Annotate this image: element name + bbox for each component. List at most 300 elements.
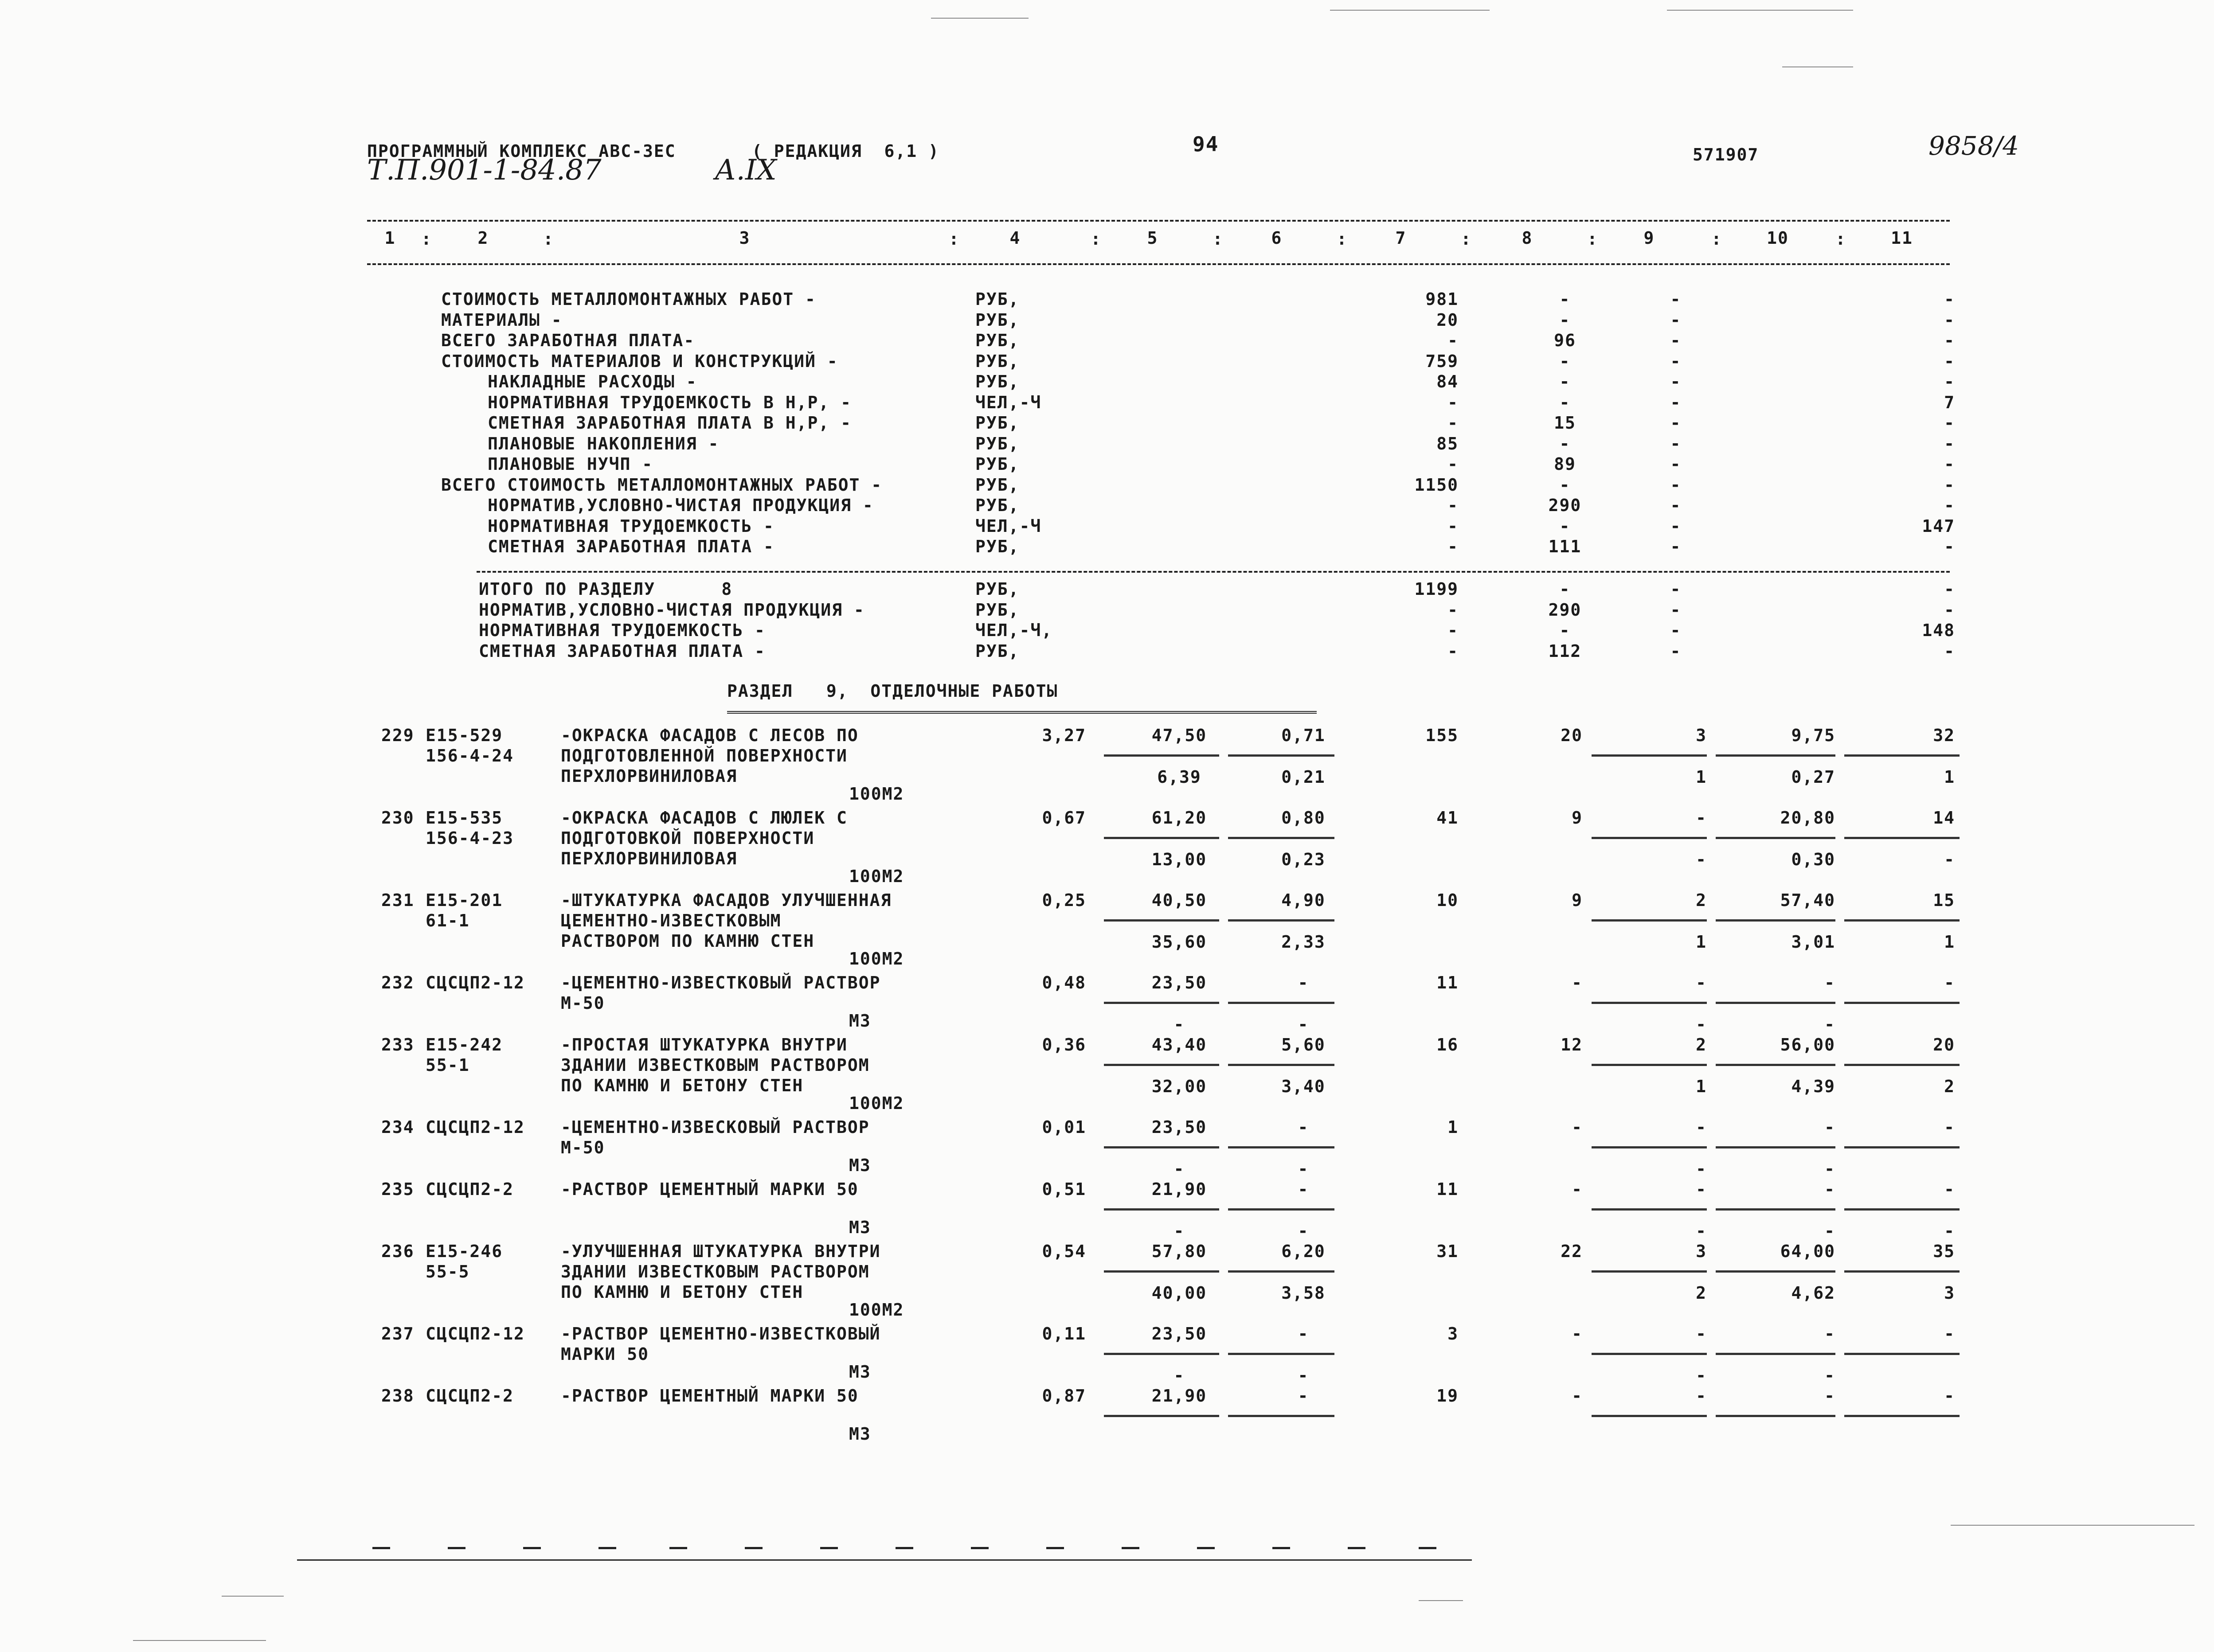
footer-dash (523, 1547, 541, 1549)
item-col6-lower: 0,23 (1281, 850, 1326, 869)
item-description: -ШТУКАТУРКА ФАСАДОВ УЛУЧШЕННАЯ (561, 890, 892, 910)
item-col5-lower: - (1173, 1366, 1185, 1385)
item-col5-lower: - (1173, 1221, 1185, 1241)
footer-dash (1272, 1547, 1290, 1549)
summary-col7: - (1447, 537, 1459, 556)
fraction-line-col5 (1104, 837, 1219, 839)
item-col5: 21,90 (1151, 1179, 1207, 1199)
item-col8: 22 (1561, 1242, 1583, 1261)
item-col10-lower: 4,39 (1791, 1077, 1835, 1096)
column-separator: : (1587, 229, 1598, 249)
item-col5: 23,50 (1151, 973, 1207, 992)
item-col9: - (1696, 1179, 1707, 1199)
item-col10: - (1824, 1117, 1835, 1137)
scan-mark (1419, 1600, 1463, 1601)
summary-label: НОРМАТИВ,УСЛОВНО-ЧИСТАЯ ПРОДУКЦИЯ - (488, 496, 874, 515)
item-col4: 0,51 (1042, 1179, 1086, 1199)
summary-col8: - (1559, 579, 1571, 599)
column-separator: : (949, 229, 960, 249)
item-col4: 0,48 (1042, 973, 1086, 992)
item-unit: М3 (849, 1011, 871, 1031)
item-code-secondary: 156-4-23 (426, 828, 514, 848)
summary-label: НОРМАТИВ,УСЛОВНО-ЧИСТАЯ ПРОДУКЦИЯ - (479, 600, 865, 620)
fraction-line-col6 (1228, 1415, 1334, 1417)
summary-label: НОРМАТИВНАЯ ТРУДОЕМКОСТЬ - (479, 621, 766, 640)
program-title: ПРОГРАММНЫЙ КОМПЛЕКС АВС-3ЕС (367, 141, 676, 161)
summary-label: МАТЕРИАЛЫ - (441, 310, 563, 330)
item-col9-lower: - (1696, 1159, 1707, 1179)
item-col5-lower: 13,00 (1151, 850, 1207, 869)
fraction-line-col6 (1228, 1270, 1334, 1273)
item-col9-lower: - (1696, 1015, 1707, 1034)
item-unit: М3 (849, 1218, 871, 1237)
item-col11: - (1944, 973, 1955, 992)
column-header-4: 4 (1009, 228, 1021, 248)
summary-col11: 147 (1922, 516, 1955, 536)
summary-col11: - (1944, 434, 1955, 453)
item-col10-lower: 3,01 (1791, 932, 1835, 952)
summary-col8: - (1559, 351, 1571, 371)
summary-col11: - (1944, 351, 1955, 371)
item-description: ЗДАНИИ ИЗВЕСТКОВЫМ РАСТВОРОМ (561, 1055, 870, 1075)
footer-dash (971, 1547, 989, 1549)
item-col6: - (1298, 973, 1309, 992)
item-col9-lower: 1 (1696, 767, 1707, 787)
item-col7: 11 (1436, 1179, 1459, 1199)
fraction-line-col11 (1844, 1064, 1960, 1066)
item-col6-lower: - (1298, 1015, 1309, 1034)
item-col6: 6,20 (1281, 1242, 1326, 1261)
fraction-line-col9 (1592, 1002, 1707, 1004)
summary-unit: РУБ, (975, 475, 1020, 495)
footer-dash (372, 1547, 390, 1549)
item-description: РАСТВОРОМ ПО КАМНЮ СТЕН (561, 931, 815, 951)
summary-label: НОРМАТИВНАЯ ТРУДОЕМКОСТЬ - (488, 516, 775, 536)
fraction-line-col10 (1716, 754, 1835, 757)
item-number: 231 (381, 890, 415, 910)
item-unit: М3 (849, 1424, 871, 1444)
footer-dash (598, 1547, 616, 1549)
summary-label: СМЕТНАЯ ЗАРАБОТНАЯ ПЛАТА - (479, 641, 766, 661)
fraction-line-col5 (1104, 1270, 1219, 1273)
item-col11: 15 (1933, 890, 1955, 910)
summary-col7: 20 (1436, 310, 1459, 330)
fraction-line-col6 (1228, 1353, 1334, 1355)
fraction-line-col9 (1592, 754, 1707, 757)
column-separator: : (1337, 229, 1348, 249)
column-separator: : (1711, 229, 1722, 249)
item-col10: - (1824, 973, 1835, 992)
item-description: -УЛУЧШЕННАЯ ШТУКАТУРКА ВНУТРИ (561, 1242, 881, 1261)
item-description: ЦЕМЕНТНО-ИЗВЕСТКОВЫМ (561, 911, 782, 930)
summary-col7: 1150 (1414, 475, 1459, 495)
item-col11: - (1944, 1179, 1955, 1199)
fraction-line-col11 (1844, 1146, 1960, 1148)
item-col5-lower: - (1173, 1015, 1185, 1034)
summary-col9: - (1670, 372, 1682, 391)
item-col6: 0,71 (1281, 726, 1326, 745)
item-col6: - (1298, 1179, 1309, 1199)
column-header-6: 6 (1271, 228, 1283, 248)
summary-col8: - (1559, 516, 1571, 536)
item-col6-lower: - (1298, 1366, 1309, 1385)
item-description: -ПРОСТАЯ ШТУКАТУРКА ВНУТРИ (561, 1035, 848, 1054)
item-col11-lower: 1 (1944, 932, 1955, 952)
item-description: ПО КАМНЮ И БЕТОНУ СТЕН (561, 1282, 804, 1302)
item-col9-lower: 2 (1696, 1283, 1707, 1303)
item-unit: 100М2 (849, 784, 904, 804)
item-col7: 1 (1447, 1117, 1459, 1137)
fraction-line-col5 (1104, 1415, 1219, 1417)
item-col6-lower: - (1298, 1221, 1309, 1241)
footer-dash (1348, 1547, 1365, 1549)
item-col5: 47,50 (1151, 726, 1207, 745)
item-number: 229 (381, 726, 415, 745)
item-col8: - (1572, 1386, 1583, 1406)
item-col7: 31 (1436, 1242, 1459, 1261)
item-col7: 19 (1436, 1386, 1459, 1406)
summary-label: СТОИМОСТЬ МЕТАЛЛОМОНТАЖНЫХ РАБОТ - (441, 289, 816, 309)
summary-col7: 759 (1425, 351, 1459, 371)
item-col6-lower: 2,33 (1281, 932, 1326, 952)
fraction-line-col10 (1716, 1208, 1835, 1211)
item-col4: 0,11 (1042, 1324, 1086, 1343)
column-header-9: 9 (1643, 228, 1655, 248)
item-number: 232 (381, 973, 415, 992)
footer-dash (1419, 1547, 1436, 1549)
summary-unit: РУБ, (975, 413, 1020, 433)
column-separator: : (421, 229, 432, 249)
summary-col8: - (1559, 434, 1571, 453)
fraction-line-col9 (1592, 1270, 1707, 1273)
item-col4: 0,54 (1042, 1242, 1086, 1261)
fraction-line-col6 (1228, 1002, 1334, 1004)
item-code-secondary: 55-5 (426, 1262, 470, 1281)
summary-col11: - (1944, 372, 1955, 391)
item-col10-lower: 0,30 (1791, 850, 1835, 869)
summary-col11: - (1944, 537, 1955, 556)
item-description: М-50 (561, 1138, 605, 1157)
summary-col8: - (1559, 372, 1571, 391)
item-col4: 0,36 (1042, 1035, 1086, 1054)
item-col8: 20 (1561, 726, 1583, 745)
fraction-line-col11 (1844, 1208, 1960, 1211)
fraction-line-col10 (1716, 1415, 1835, 1417)
summary-rule (477, 571, 1950, 573)
summary-col9: - (1670, 537, 1682, 556)
footer-dash (1122, 1547, 1139, 1549)
footer-dash (745, 1547, 763, 1549)
item-col9-lower: 1 (1696, 932, 1707, 952)
item-number: 238 (381, 1386, 415, 1406)
fraction-line-col6 (1228, 1064, 1334, 1066)
fraction-line-col5 (1104, 1208, 1219, 1211)
summary-col9: - (1670, 621, 1682, 640)
summary-col9: - (1670, 434, 1682, 453)
summary-col9: - (1670, 392, 1682, 412)
summary-col7: - (1447, 454, 1459, 474)
item-description: -РАСТВОР ЦЕМЕНТНЫЙ МАРКИ 50 (561, 1386, 859, 1406)
fraction-line-col5 (1104, 754, 1219, 757)
fraction-line-col11 (1844, 754, 1960, 757)
summary-label: ВСЕГО ЗАРАБОТНАЯ ПЛАТА- (441, 331, 695, 350)
fraction-line-col9 (1592, 1208, 1707, 1211)
item-code: СЦСЦП2-12 (426, 973, 525, 992)
summary-col7: 85 (1436, 434, 1459, 453)
item-col10-lower: - (1824, 1015, 1835, 1034)
summary-col8: - (1559, 392, 1571, 412)
summary-col8: 111 (1548, 537, 1582, 556)
summary-unit: РУБ, (975, 454, 1020, 474)
column-header-11: 11 (1891, 228, 1913, 248)
item-col5: 43,40 (1151, 1035, 1207, 1054)
handwritten-album: А.IX (715, 154, 777, 187)
summary-col7: 981 (1425, 289, 1459, 309)
item-col11: 35 (1933, 1242, 1955, 1261)
fraction-line-col5 (1104, 919, 1219, 922)
item-unit: 100М2 (849, 1300, 904, 1320)
fraction-line-col6 (1228, 1146, 1334, 1148)
item-col7: 155 (1425, 726, 1459, 745)
summary-unit: ЧЕЛ,-Ч, (975, 621, 1053, 640)
summary-col8: 96 (1554, 331, 1576, 350)
summary-col11: - (1944, 579, 1955, 599)
item-col5: 61,20 (1151, 808, 1207, 828)
summary-col11: - (1944, 600, 1955, 620)
summary-col8: - (1559, 475, 1571, 495)
item-col9: - (1696, 1386, 1707, 1406)
item-col5: 57,80 (1151, 1242, 1207, 1261)
column-separator: : (1091, 229, 1102, 249)
item-col10: - (1824, 1324, 1835, 1343)
summary-col11: - (1944, 310, 1955, 330)
item-col4: 0,67 (1042, 808, 1086, 828)
summary-col7: 1199 (1414, 579, 1459, 599)
item-description: ПО КАМНЮ И БЕТОНУ СТЕН (561, 1076, 804, 1095)
item-col4: 0,01 (1042, 1117, 1086, 1137)
item-unit: 100М2 (849, 949, 904, 969)
item-col11: - (1944, 1386, 1955, 1406)
summary-col7: - (1447, 496, 1459, 515)
column-header-8: 8 (1522, 228, 1533, 248)
summary-unit: РУБ, (975, 351, 1020, 371)
item-col9: 3 (1696, 726, 1707, 745)
item-col8: - (1572, 1117, 1583, 1137)
summary-unit: РУБ, (975, 641, 1020, 661)
item-col5-lower: 35,60 (1151, 932, 1207, 952)
fraction-line-col10 (1716, 1353, 1835, 1355)
fraction-line-col10 (1716, 1270, 1835, 1273)
summary-col8: 89 (1554, 454, 1576, 474)
summary-col7: - (1447, 621, 1459, 640)
fraction-line-col10 (1716, 1146, 1835, 1148)
item-col8: - (1572, 1179, 1583, 1199)
header-rule-bottom (367, 263, 1950, 265)
fraction-line-col10 (1716, 1064, 1835, 1066)
fraction-line-col6 (1228, 1208, 1334, 1211)
summary-unit: РУБ, (975, 579, 1020, 599)
item-number: 237 (381, 1324, 415, 1343)
summary-col8: - (1559, 310, 1571, 330)
item-col8: 9 (1572, 808, 1583, 828)
summary-col9: - (1670, 496, 1682, 515)
item-unit: М3 (849, 1362, 871, 1382)
summary-col11: - (1944, 413, 1955, 433)
item-col9-lower: 1 (1696, 1077, 1707, 1096)
item-col11: 20 (1933, 1035, 1955, 1054)
summary-unit: РУБ, (975, 310, 1020, 330)
item-col10: 20,80 (1780, 808, 1835, 828)
item-col9: - (1696, 1117, 1707, 1137)
summary-col11: - (1944, 331, 1955, 350)
summary-col7: - (1447, 331, 1459, 350)
fraction-line-col9 (1592, 919, 1707, 922)
item-col10: 56,00 (1780, 1035, 1835, 1054)
summary-unit: ЧЕЛ,-Ч (975, 392, 1042, 412)
item-col6: 4,90 (1281, 890, 1326, 910)
item-col9: - (1696, 1324, 1707, 1343)
item-col10-lower: 4,62 (1791, 1283, 1835, 1303)
item-col6-lower: 3,58 (1281, 1283, 1326, 1303)
summary-unit: РУБ, (975, 331, 1020, 350)
summary-col7: - (1447, 516, 1459, 536)
summary-col9: - (1670, 289, 1682, 309)
summary-col11: - (1944, 641, 1955, 661)
item-unit: М3 (849, 1156, 871, 1175)
summary-col11: - (1944, 475, 1955, 495)
item-col9: 2 (1696, 890, 1707, 910)
item-col10-lower: - (1824, 1159, 1835, 1179)
scan-mark (133, 1640, 266, 1641)
item-col4: 3,27 (1042, 726, 1086, 745)
summary-col8: 15 (1554, 413, 1576, 433)
item-col5-lower: 32,00 (1151, 1077, 1207, 1096)
column-header-1: 1 (384, 228, 396, 248)
item-col6: - (1298, 1324, 1309, 1343)
summary-col7: - (1447, 641, 1459, 661)
summary-col9: - (1670, 475, 1682, 495)
footer-dash (1046, 1547, 1064, 1549)
item-description: ПЕРХЛОРВИНИЛОВАЯ (561, 849, 738, 868)
item-col9: - (1696, 973, 1707, 992)
summary-unit: РУБ, (975, 600, 1020, 620)
item-description: -ОКРАСКА ФАСАДОВ С ЛЮЛЕК С (561, 808, 848, 828)
summary-col8: - (1559, 289, 1571, 309)
item-col10: 64,00 (1780, 1242, 1835, 1261)
fraction-line-col5 (1104, 1002, 1219, 1004)
item-col6: 0,80 (1281, 808, 1326, 828)
fraction-line-col6 (1228, 754, 1334, 757)
item-code: Е15-529 (426, 726, 503, 745)
fraction-line-col5 (1104, 1146, 1219, 1148)
item-col8: - (1572, 973, 1583, 992)
item-col7: 3 (1447, 1324, 1459, 1343)
item-col9-lower: - (1696, 850, 1707, 869)
item-col6: - (1298, 1117, 1309, 1137)
header-rule-top (367, 220, 1950, 222)
item-col7: 11 (1436, 973, 1459, 992)
item-number: 235 (381, 1179, 415, 1199)
fraction-line-col11 (1844, 1270, 1960, 1273)
item-col10: - (1824, 1179, 1835, 1199)
summary-col8: - (1559, 621, 1571, 640)
scan-mark (931, 18, 1029, 19)
item-col5-lower: - (1173, 1159, 1185, 1179)
item-description: МАРКИ 50 (561, 1344, 649, 1364)
fraction-line-col11 (1844, 919, 1960, 922)
item-description: М-50 (561, 993, 605, 1013)
fraction-line-col11 (1844, 837, 1960, 839)
item-col6-lower: 0,21 (1281, 767, 1326, 787)
item-description: ПЕРХЛОРВИНИЛОВАЯ (561, 766, 738, 786)
summary-label: НОРМАТИВНАЯ ТРУДОЕМКОСТЬ В Н,Р, - (488, 392, 852, 412)
fraction-line-col5 (1104, 1064, 1219, 1066)
item-col11: - (1944, 1117, 1955, 1137)
fraction-line-col11 (1844, 1002, 1960, 1004)
item-col11-lower: 2 (1944, 1077, 1955, 1096)
summary-col7: - (1447, 600, 1459, 620)
item-col11-lower: - (1944, 850, 1955, 869)
item-description: ЗДАНИИ ИЗВЕСТКОВЫМ РАСТВОРОМ (561, 1262, 870, 1281)
item-col5: 23,50 (1151, 1117, 1207, 1137)
summary-col7: 84 (1436, 372, 1459, 391)
item-unit: 100М2 (849, 867, 904, 886)
item-col6-lower: - (1298, 1159, 1309, 1179)
fraction-line-col9 (1592, 837, 1707, 839)
summary-col9: - (1670, 641, 1682, 661)
item-col5: 21,90 (1151, 1386, 1207, 1406)
scan-mark (1667, 10, 1853, 11)
handwritten-project-code: Т.П.901-1-84.87 (367, 154, 602, 187)
scan-mark (222, 1596, 284, 1597)
column-separator: : (1835, 229, 1846, 249)
item-col6-lower: 3,40 (1281, 1077, 1326, 1096)
item-code: СЦСЦП2-12 (426, 1117, 525, 1137)
item-code: Е15-246 (426, 1242, 503, 1261)
item-col9-lower: - (1696, 1221, 1707, 1241)
summary-label: ПЛАНОВЫЕ НАКОПЛЕНИЯ - (488, 434, 720, 453)
summary-label: СТОИМОСТЬ МАТЕРИАЛОВ И КОНСТРУКЦИЙ - (441, 351, 838, 371)
summary-unit: РУБ, (975, 372, 1020, 391)
footer-dash (669, 1547, 687, 1549)
summary-col8: 290 (1548, 496, 1582, 515)
summary-label: НАКЛАДНЫЕ РАСХОДЫ - (488, 372, 697, 391)
fraction-line-col9 (1592, 1353, 1707, 1355)
scan-mark (1782, 66, 1853, 67)
column-header-7: 7 (1395, 228, 1407, 248)
doc-code: 571907 (1693, 145, 1759, 164)
summary-col9: - (1670, 331, 1682, 350)
item-code: Е15-535 (426, 808, 503, 828)
summary-label: ИТОГО ПО РАЗДЕЛУ 8 (479, 579, 733, 599)
item-code-secondary: 55-1 (426, 1055, 470, 1075)
item-col9: 3 (1696, 1242, 1707, 1261)
item-col5-lower: 40,00 (1151, 1283, 1207, 1303)
item-code-secondary: 156-4-24 (426, 746, 514, 765)
section-title: РАЗДЕЛ 9, ОТДЕЛОЧНЫЕ РАБОТЫ (727, 681, 1058, 701)
summary-col8: 112 (1548, 641, 1582, 661)
item-col10-lower: - (1824, 1221, 1835, 1241)
summary-col7: - (1447, 392, 1459, 412)
scan-mark (1951, 1525, 2194, 1526)
item-col7: 16 (1436, 1035, 1459, 1054)
item-col9: 2 (1696, 1035, 1707, 1054)
item-col9: - (1696, 808, 1707, 828)
summary-unit: РУБ, (975, 434, 1020, 453)
item-col6: 5,60 (1281, 1035, 1326, 1054)
summary-col11: - (1944, 454, 1955, 474)
summary-col9: - (1670, 579, 1682, 599)
